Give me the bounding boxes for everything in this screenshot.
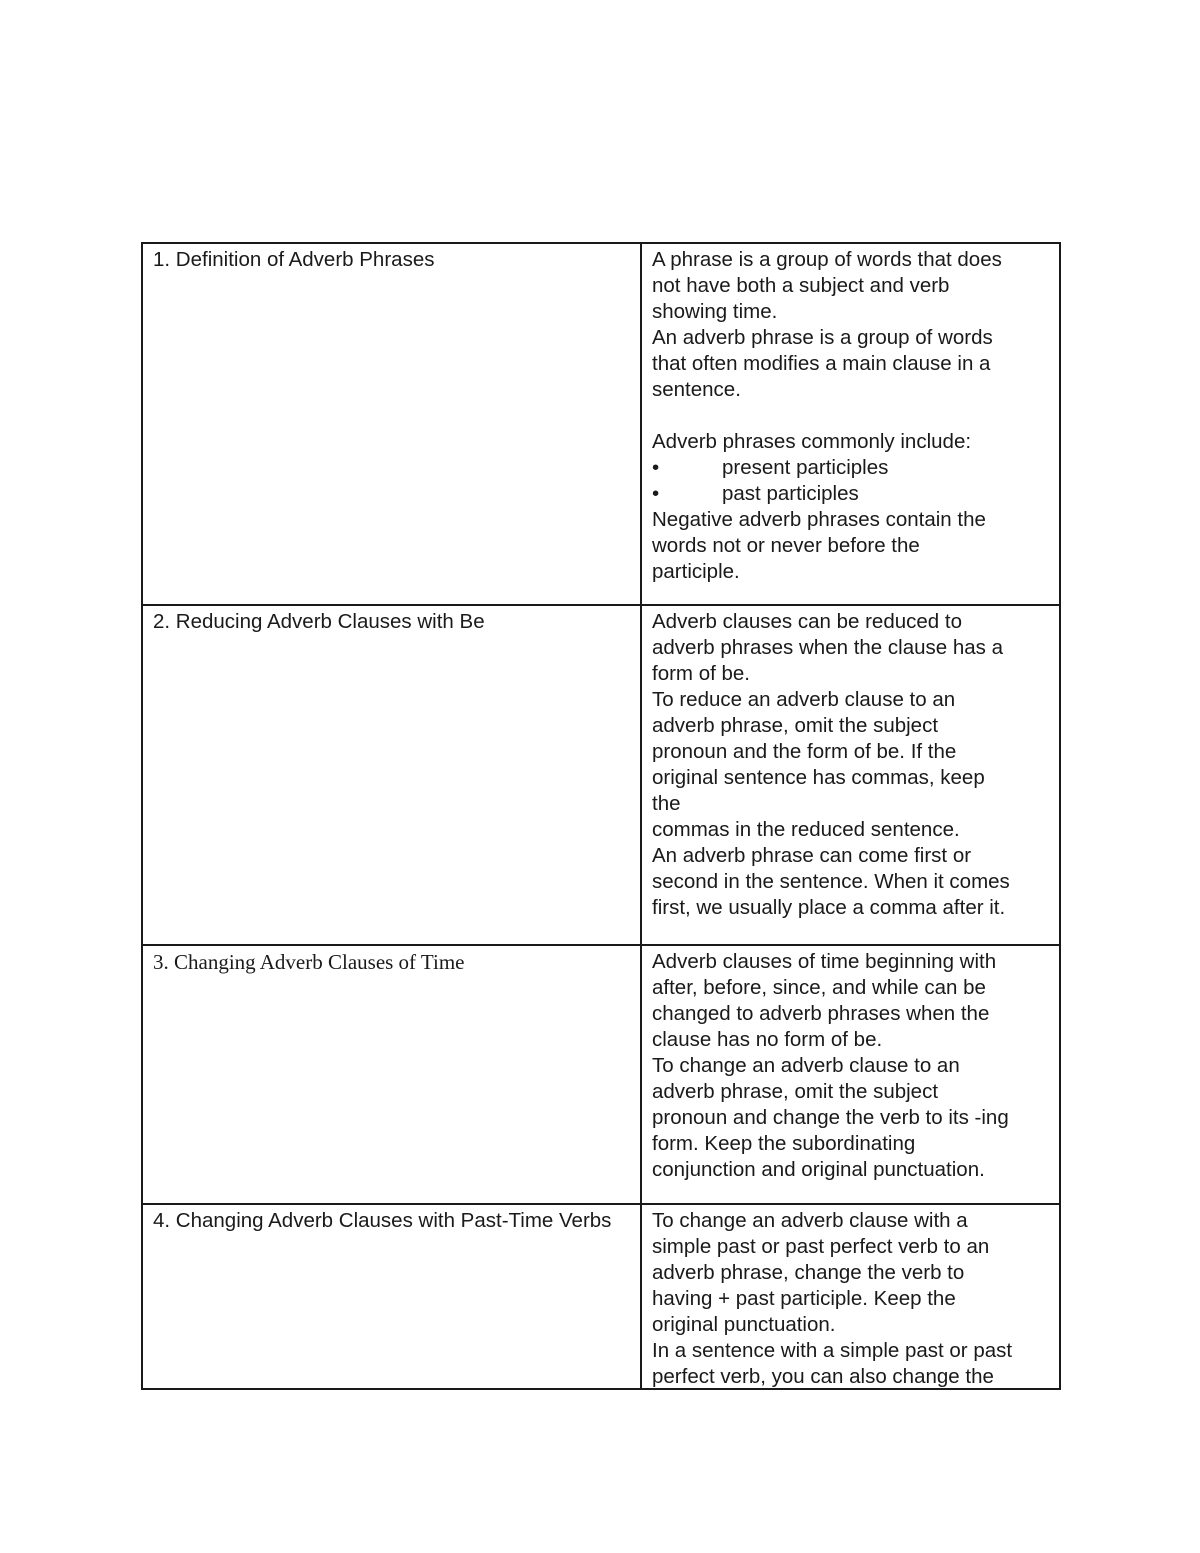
paragraph-gap <box>652 403 1050 429</box>
description-line: second in the sentence. When it comes <box>652 870 1010 893</box>
description-line: adverb phrase, omit the subject <box>652 1080 939 1103</box>
description-line: An adverb phrase can come first or <box>652 844 972 867</box>
description-line: form of be. <box>652 662 750 685</box>
description-line: clause has no form of be. <box>652 1028 883 1051</box>
description-line: simple past or past perfect verb to an <box>652 1235 990 1258</box>
description-line: form. Keep the subordinating <box>652 1132 916 1155</box>
description-cell <box>641 243 1060 605</box>
table-row-past-time <box>142 1204 1060 1389</box>
description-line: pronoun and change the verb to its -ing <box>652 1106 1009 1129</box>
description-line: adverb phrases when the clause has a <box>652 636 1004 659</box>
description-line: the <box>652 792 681 815</box>
description-line: In a sentence with a simple past or past <box>652 1339 1013 1362</box>
description-cell <box>641 605 1060 945</box>
description-clip <box>652 1208 1050 1388</box>
list-item-text: past participles <box>722 482 859 505</box>
description-line: conjunction and original punctuation. <box>652 1158 985 1181</box>
description-line: showing time. <box>652 300 778 323</box>
description-line: pronoun and the form of be. If the <box>652 740 957 763</box>
adverb-phrases-table <box>141 242 1061 1390</box>
description-line: sentence. <box>652 378 741 401</box>
topic-cell <box>142 945 641 1204</box>
table-row-definition <box>142 243 1060 605</box>
description-line: not have both a subject and verb <box>652 274 950 297</box>
bullet-icon: • <box>652 456 660 479</box>
description-line: An adverb phrase is a group of words <box>652 326 993 349</box>
bullet-icon: • <box>652 482 660 505</box>
description-line: perfect verb, you can also change the <box>652 1365 994 1388</box>
list-item <box>652 455 1050 481</box>
topic-title: 2. Reducing Adverb Clauses with Be <box>153 610 485 633</box>
description-line: that often modifies a main clause in a <box>652 352 991 375</box>
topic-cell <box>142 243 641 605</box>
topic-cell <box>142 1204 641 1389</box>
description-line: changed to adverb phrases when the <box>652 1002 990 1025</box>
topic-title: 1. Definition of Adverb Phrases <box>153 248 435 271</box>
description-line: original punctuation. <box>652 1313 836 1336</box>
description-line: Adverb clauses can be reduced to <box>652 610 962 633</box>
description-line: To change an adverb clause to an <box>652 1054 960 1077</box>
topic-cell <box>142 605 641 945</box>
list-item-text: present participles <box>722 456 889 479</box>
topic-title: 4. Changing Adverb Clauses with Past-Time Verbs <box>153 1209 612 1232</box>
description-line: original sentence has commas, keep <box>652 766 985 789</box>
description-line: participle. <box>652 560 740 583</box>
description-line: words not or never before the <box>652 534 920 557</box>
list-item <box>652 481 1050 507</box>
description-line: To reduce an adverb clause to an <box>652 688 956 711</box>
description-line: Adverb clauses of time beginning with <box>652 950 997 973</box>
description-line: after, before, since, and while can be <box>652 976 986 999</box>
description-line: Negative adverb phrases contain the <box>652 508 986 531</box>
description-cell <box>641 945 1060 1204</box>
description-line: first, we usually place a comma after it. <box>652 896 1006 919</box>
description-line: adverb phrase, change the verb to <box>652 1261 965 1284</box>
list-intro: Adverb phrases commonly include: <box>652 430 972 453</box>
description-cell <box>641 1204 1060 1389</box>
description-line: adverb phrase, omit the subject <box>652 714 939 737</box>
description-line: A phrase is a group of words that does <box>652 248 1002 271</box>
table-row-reducing-be <box>142 605 1060 945</box>
topic-title: 3. Changing Adverb Clauses of Time <box>153 950 465 974</box>
description-line: To change an adverb clause with a <box>652 1209 968 1232</box>
table-row-time-clauses <box>142 945 1060 1204</box>
description-line: having + past participle. Keep the <box>652 1287 956 1310</box>
description-line: commas in the reduced sentence. <box>652 818 960 841</box>
